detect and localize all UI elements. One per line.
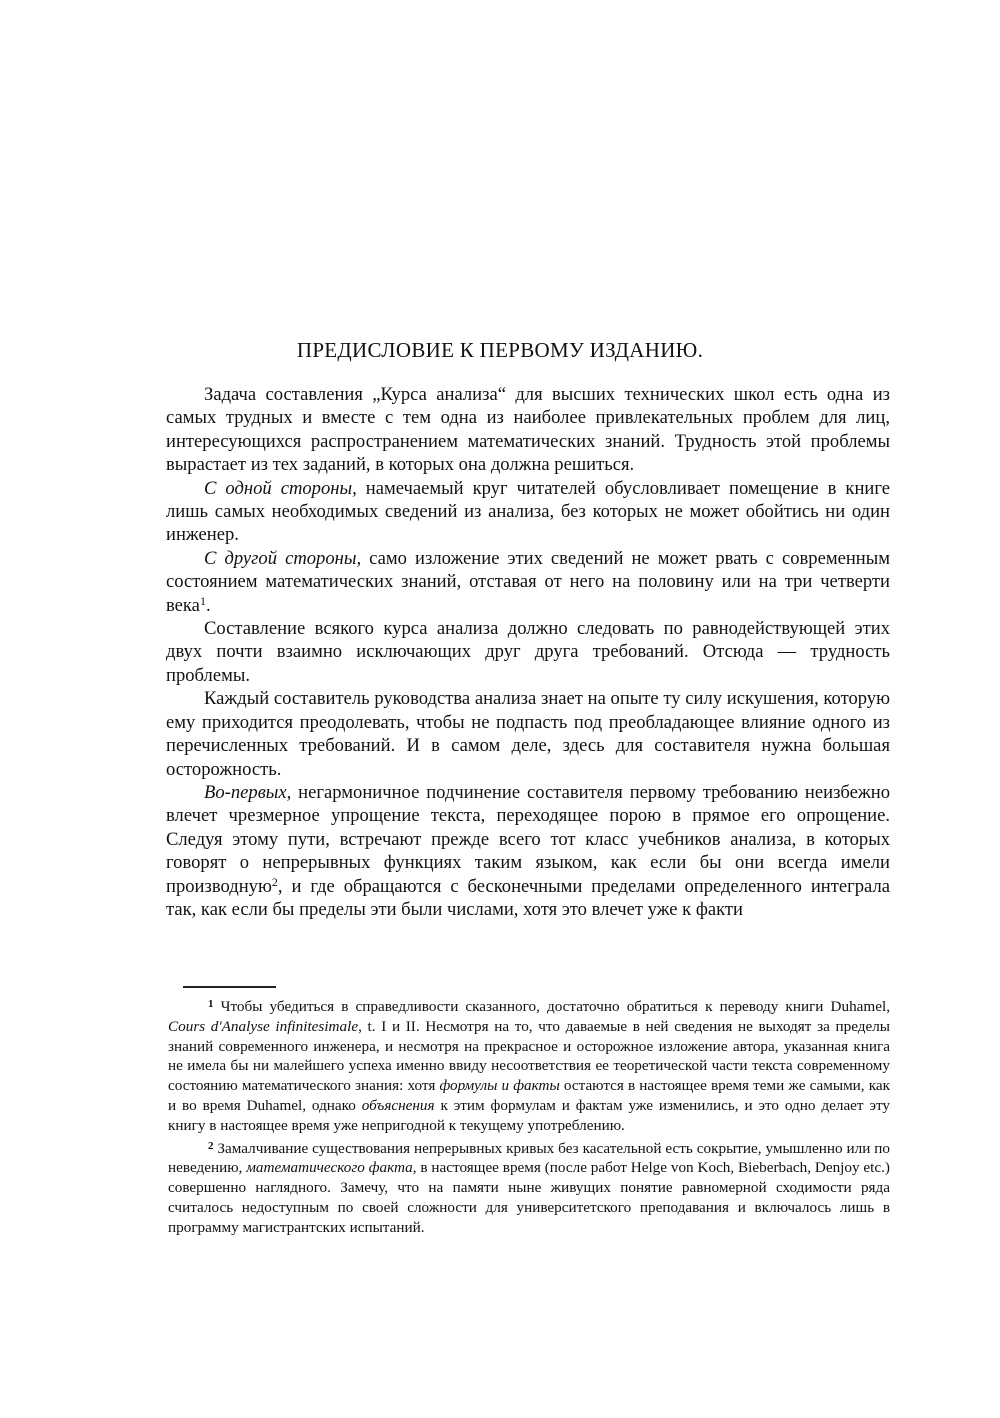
footnote-1 (168, 997, 890, 1136)
footnote-2 (168, 1139, 890, 1238)
footnote-2-text-a: Замалчивание существования непрерывных кривых без касательной есть сокрытие, умышленно или по неведению, (168, 1139, 890, 1177)
paragraph-3-text: само изложение этих сведений не может рвать с современным состоянием математических знаний, отставая от него на половину или на три четверти века (166, 547, 891, 616)
footnote-1-book-title: Cours d'Analyse infinitesimale (168, 1017, 359, 1035)
paragraph-6 (166, 781, 890, 921)
paragraph-3-end: . (205, 594, 211, 616)
paragraph-5: Каждый составитель руководства анализа знает на опыте ту силу искушения, которую ему приходится преодолевать, чтобы не подпасть под преобладающее влияние одного из перечисленных требований. И в самом деле, здесь для составителя нужна большая осторожность. (166, 688, 890, 780)
footnote-1-text-d: к этим формулам и фактам уже изменились, и это одно делает эту книгу в настоящее время уже непригодной к текущему употреблению. (168, 1096, 891, 1134)
paragraph-6-text-b: , и где обращаются с бесконечными пределами определенного интеграла так, как если бы пределы эти были числами, хотя это влечет уже к факти (166, 875, 890, 920)
footnote-ref-2: 2 (271, 874, 278, 889)
footnote-1-mark: 1 (208, 998, 214, 1010)
paragraph-3 (166, 547, 890, 617)
paragraph-2-lead: С одной стороны, (204, 477, 357, 499)
paragraph-2-text: намечаемый круг читателей обусловливает помещение в книге лишь самых необходимых сведений из анализа, без которых не может обойтись ни один инженер. (166, 477, 890, 546)
footnote-divider (183, 986, 276, 988)
main-text (166, 383, 890, 921)
footnote-2-emphasis: математического факта (246, 1159, 413, 1177)
paragraph-6-text-a: негармоничное подчинение составителя первому требованию неизбежно влечет чрезмерное упрощение текста, переходящее порою в прямое его опрощение. Следуя этому пути, встречают прежде всего тот класс учебников анализа, в которых говорят о непрерывных функциях таким языком, как если бы они всегда имели производную (166, 781, 890, 897)
footnote-1-text-b: , t. I и II. Несмотря на то, что даваемые в ней сведения не выходят за пределы знаний современного инженера, и несмотря на прекрасное и осторожное изложение автора, указанная книга не имела бы ни малейшего успеха именно ввиду несоответствия ее теоретической части текста современному состоянию математического знания: хотя (168, 1017, 890, 1095)
paragraph-6-lead: Во-первых, (204, 781, 292, 803)
footnote-1-text-a: Чтобы убедиться в справедливости сказанного, достаточно обратиться к переводу книги Duhamel, (213, 998, 890, 1015)
footnote-2-text-b: , в настоящее время (после работ Helge von Koch, Bieberbach, Denjoy etc.) совершенно наглядного. Замечу, что на памяти ныне живущих понятие равномерной сходимости ряда считалось недоступным по своей сложности для университетского преподавания и включалось лишь в программу магистрантских испытаний. (168, 1159, 890, 1236)
paragraph-2 (166, 477, 890, 547)
paragraph-1: Задача составления „Курса анализа“ для высших технических школ есть одна из самых трудных и вместе с тем одна из наиболее привлекательных проблем для лиц, интересующихся распространением математических знаний. Трудность этой проблемы вырастает из тех заданий, в которых она должна решиться. (166, 384, 890, 476)
footnote-2-mark: 2 (208, 1139, 214, 1152)
footnotes (168, 997, 890, 1238)
footnote-1-emphasis-b: объяснения (361, 1096, 435, 1114)
paragraph-4: Составление всякого курса анализа должно следовать по равнодействующей этих двух почти взаимно исключающих друг друга требований. Отсюда — трудность проблемы. (166, 618, 890, 686)
footnote-ref-1: 1 (199, 593, 206, 608)
page-title: ПРЕДИСЛОВИЕ К ПЕРВОМУ ИЗДАНИЮ. (296, 338, 704, 362)
footnote-1-emphasis-a: формулы и факты (439, 1077, 560, 1095)
paragraph-3-lead: С другой стороны, (204, 547, 362, 569)
footnote-1-text-c: остаются в настоящее время теми же самыми, как и во время Duhamel, однако (168, 1077, 890, 1114)
